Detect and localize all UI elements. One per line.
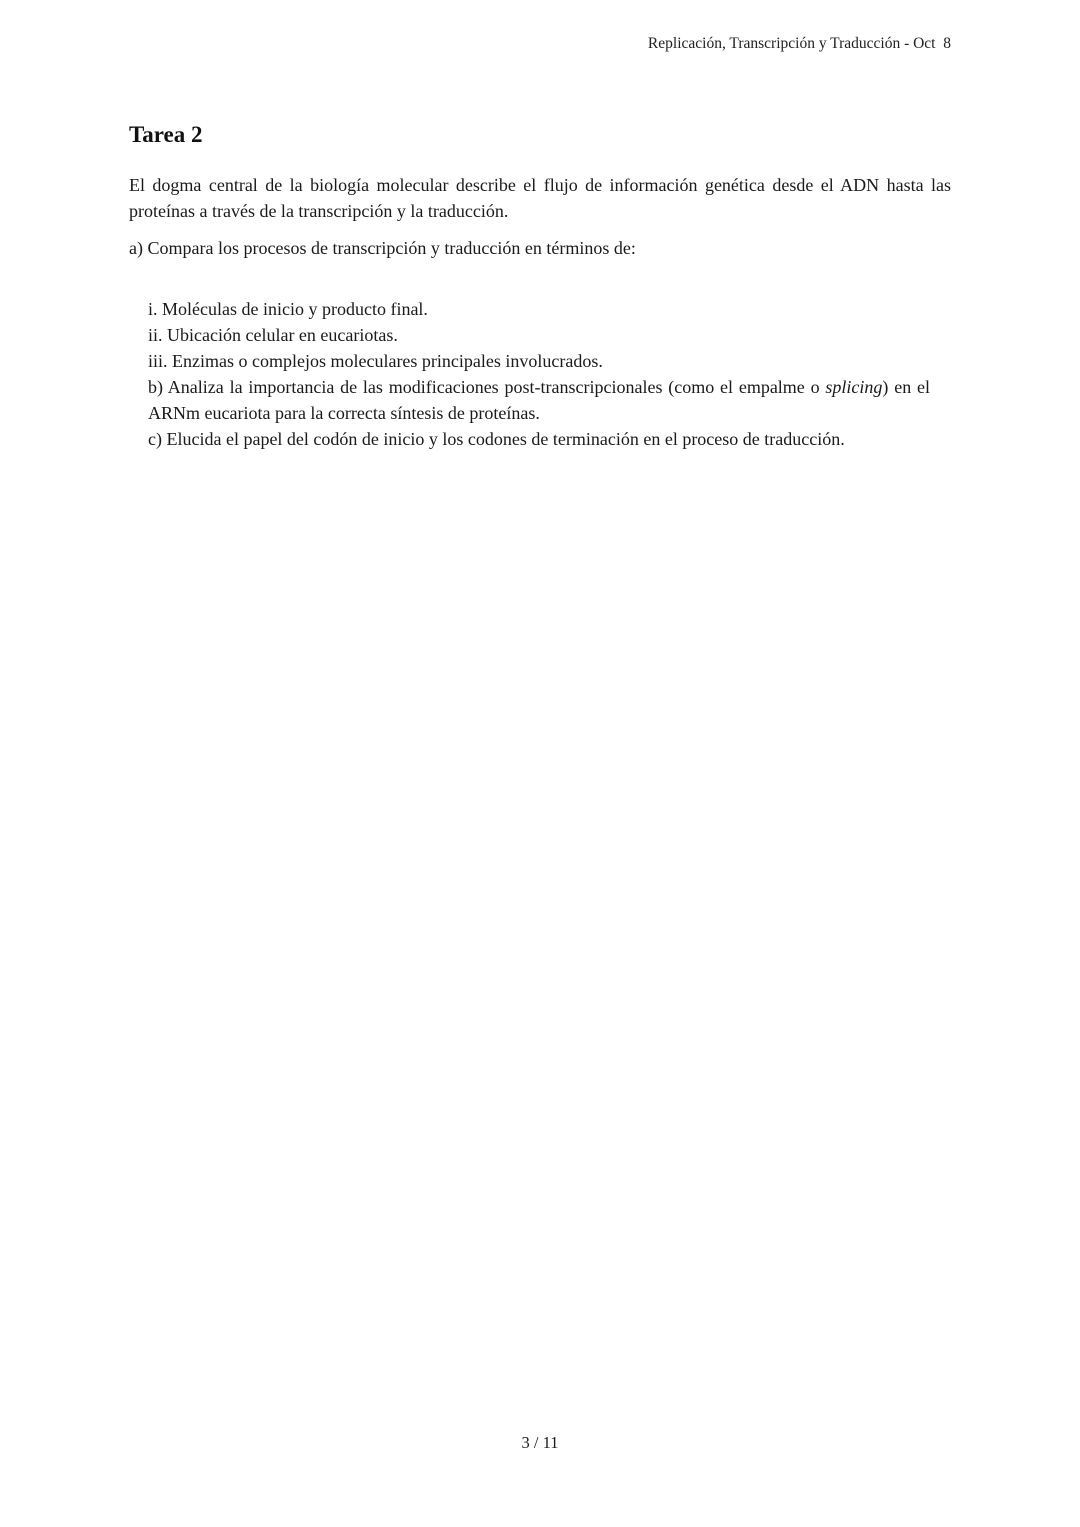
page-number: 3 / 11	[521, 1433, 559, 1452]
intro-paragraph: El dogma central de la biología molecular describe el flujo de información genética desde el ADN hasta las proteínas a través de la transcripción y la traducción.	[129, 175, 951, 221]
question-list	[148, 296, 930, 452]
question-a: a) Compara los procesos de transcripción y traducción en términos de:	[129, 238, 636, 258]
subitem-iii: iii. Enzimas o complejos moleculares principales involucrados.	[148, 351, 603, 371]
question-b-italic: splicing	[825, 377, 883, 397]
question-c: c) Elucida el papel del codón de inicio y los codones de terminación en el proceso de traducción.	[148, 429, 845, 449]
question-b-suffix: ) en el ARNm eucariota para la correcta síntesis de proteínas.	[148, 377, 931, 423]
running-header: Replicación, Transcripción y Traducción - Oct 8	[647, 35, 951, 52]
question-b-prefix: b) Analiza la importancia de las modificaciones post-transcripcionales (como el empalme o	[148, 377, 826, 397]
section-title: Tarea 2	[129, 122, 203, 147]
question-b	[148, 374, 930, 426]
subitem-i: i. Moléculas de inicio y producto final.	[148, 299, 428, 319]
subitem-ii: ii. Ubicación celular en eucariotas.	[148, 325, 398, 345]
